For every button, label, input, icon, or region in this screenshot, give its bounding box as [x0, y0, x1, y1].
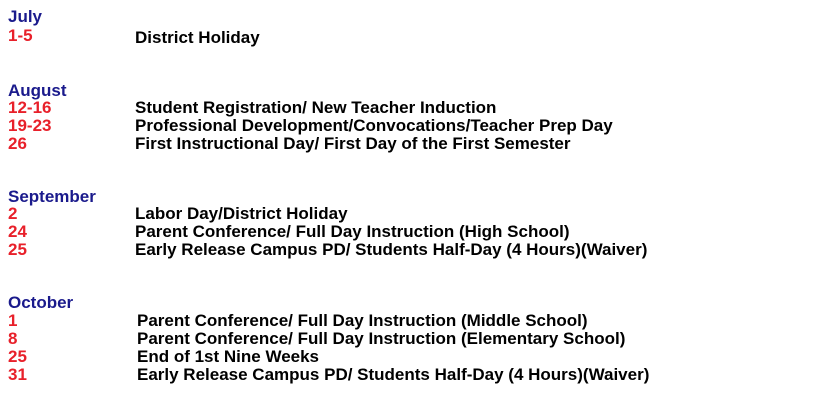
event-date: 12-16	[8, 98, 52, 117]
event-date: 19-23	[8, 116, 52, 135]
month-heading-october: October	[8, 293, 74, 312]
event-description: First Instructional Day/ First Day of the First Semester	[135, 134, 571, 153]
month-heading-august: August	[8, 81, 67, 100]
event-description: Labor Day/District Holiday	[135, 204, 348, 223]
event-description: Parent Conference/ Full Day Instruction (High School)	[135, 222, 570, 241]
event-description: Professional Development/Convocations/Teacher Prep Day	[135, 116, 613, 135]
event-description: Early Release Campus PD/ Students Half-Day (4 Hours)(Waiver)	[135, 240, 648, 259]
month-heading-july: July	[8, 7, 43, 26]
event-date: 1-5	[8, 26, 33, 45]
event-description: District Holiday	[135, 28, 260, 47]
event-description: End of 1st Nine Weeks	[137, 347, 320, 366]
event-description: Parent Conference/ Full Day Instruction (Elementary School)	[137, 329, 626, 348]
event-date: 8	[8, 329, 18, 348]
event-date: 2	[8, 204, 18, 223]
month-heading-september: September	[8, 187, 96, 206]
event-description: Student Registration/ New Teacher Induction	[135, 98, 497, 117]
event-date: 1	[8, 311, 18, 330]
event-description: Parent Conference/ Full Day Instruction (Middle School)	[137, 311, 588, 330]
event-date: 26	[8, 134, 27, 153]
event-date: 25	[8, 347, 27, 366]
event-date: 24	[8, 222, 27, 241]
event-date: 25	[8, 240, 27, 259]
event-date: 31	[8, 365, 27, 384]
event-description: Early Release Campus PD/ Students Half-Day (4 Hours)(Waiver)	[137, 365, 650, 384]
